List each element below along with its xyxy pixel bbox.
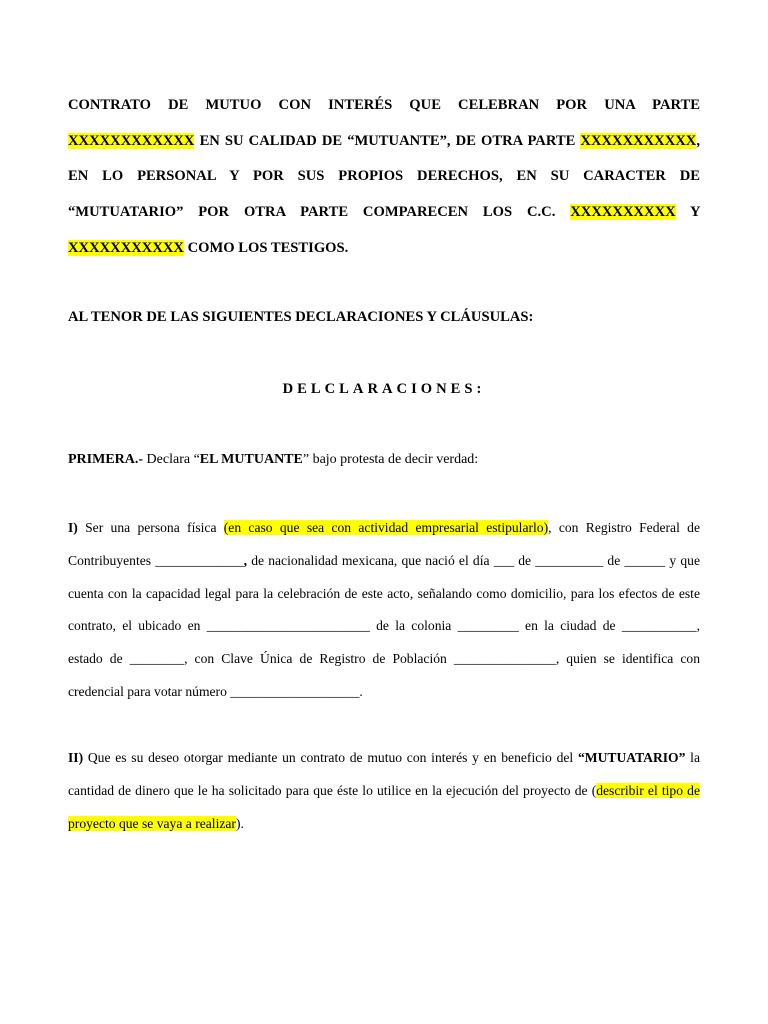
intro-text-2: EN SU CALIDAD DE “MUTUANTE”, DE OTRA PARTE (194, 132, 581, 149)
clause-ii-text-1: Que es su deseo otorgar mediante un contrato de mutuo con interés y en beneficio del (83, 750, 578, 765)
clause-i-highlight-note: (en caso que sea con actividad empresarial estipularlo) (223, 520, 549, 535)
mutuante-name-placeholder: XXXXXXXXXXXX (68, 132, 195, 149)
primera-declaration (68, 446, 700, 474)
primera-text-1: Declara “ (143, 452, 200, 467)
clause-ii-text-3: ). (235, 815, 244, 831)
el-mutuante-term: EL MUTUANTE (199, 452, 303, 467)
clause-i-paragraph (68, 512, 700, 709)
tenor-heading: AL TENOR DE LAS SIGUIENTES DECLARACIONES Y CLÁUSULAS: (68, 309, 534, 325)
primera-text-2: ” bajo protesta de decir verdad: (302, 452, 479, 467)
intro-text-3: , EN LO PERSONAL Y POR SUS PROPIOS DERECHOS, EN SU CARACTER DE “MUTUATARIO” POR OTRA PARTE COMPARECEN LOS C.C. (68, 132, 700, 221)
clause-i-text-2: , con Registro Federal de Contribuyentes _____________ (68, 520, 700, 568)
witness-2-placeholder: XXXXXXXXXXX (68, 239, 184, 256)
mutuatario-term: “MUTUATARIO” (577, 750, 686, 765)
witness-1-placeholder: XXXXXXXXXX (570, 204, 676, 221)
clause-ii-highlight-note: describir el tipo de proyecto que se vaya a realizar (68, 782, 700, 831)
intro-text-4: Y (675, 204, 700, 221)
intro-text-1: CONTRATO DE MUTUO CON INTERÉS QUE CELEBRAN POR UNA PARTE (68, 97, 700, 113)
clause-i-number: I) (68, 520, 78, 535)
contract-intro-paragraph (68, 88, 700, 267)
clause-ii-number: II) (68, 750, 84, 765)
clause-i-text-3: de nacionalidad mexicana, que nació el día ___ de __________ de ______ y que cuenta con la capacidad legal para la celebración de este acto, señalando como domicilio, para los efectos de este contrato, el ubicado en ________________________ de la colonia _________ en la ciudad de ___________, estado de ________, con Clave Única de Registro de Población _______________, quien se identifica con credencial para votar número ___________________. (68, 552, 700, 699)
intro-text-5: COMO LOS TESTIGOS. (183, 239, 349, 256)
mutuatario-name-placeholder: XXXXXXXXXXX (580, 132, 697, 149)
clause-ii-text-2: la cantidad de dinero que le ha solicitado para que éste lo utilice en la ejecución del proyecto de ( (68, 750, 700, 798)
primera-label: PRIMERA.- (68, 452, 144, 467)
clause-ii-paragraph (68, 742, 700, 840)
clause-i-text-1: Ser una persona física (77, 520, 224, 535)
declaraciones-heading: DELCLARACIONES: (282, 381, 486, 397)
clause-i-comma: , (243, 552, 248, 568)
